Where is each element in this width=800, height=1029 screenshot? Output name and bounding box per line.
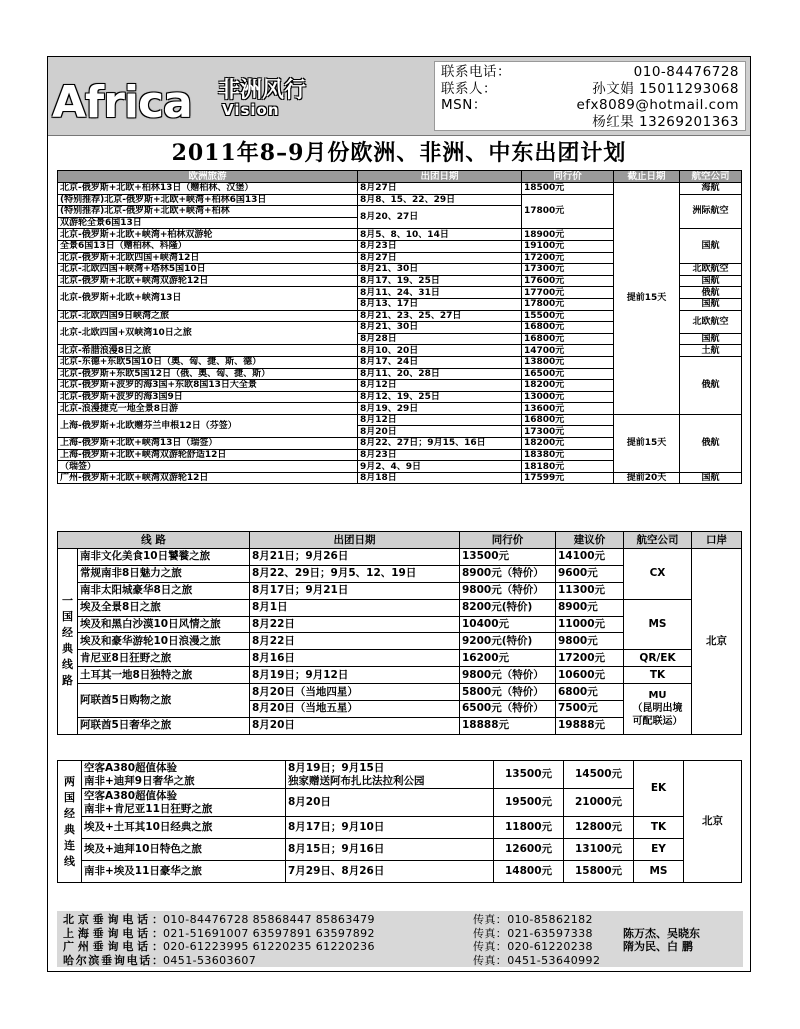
africa-table (57, 531, 742, 735)
table-row: 8月13、17日 17800元 国航 (58, 298, 742, 310)
mu-airline-cell: MU （昆明出境 可配联运） (624, 684, 692, 735)
table-row: 北京-希腊浪漫8日之旅 8月10、20日 14700元 土航 (58, 345, 742, 357)
table-row: 土耳其一地8日独特之旅 8月19日；9月12日 9800元（特价） 10600元 TK (58, 667, 742, 684)
table-row: 北京-俄罗斯+北欧+峡湾+柏林双游轮 8月5、8、10、14日 18900元 国航 (58, 229, 742, 241)
deadline-cell: 提前15天 (614, 183, 680, 415)
combo-table (57, 760, 742, 883)
footer-row: 上海垂询电话： 021-51691007 63597891 63597892 传真：021-63597338 陈万杰、吴晓东 (63, 926, 700, 940)
page-title: 2011年8–9月份欧洲、非洲、中东出团计划 (171, 140, 627, 166)
table-row: 空客A380超值体验 南非+肯尼亚11日狂野之旅 8月20日 19500元 21000元 (58, 789, 742, 817)
deadline-cell: 提前15天 (614, 414, 680, 472)
port-cell: 北京 (692, 549, 742, 735)
table-row: 阿联酋5日奢华之旅 8月20日 18888元 19888元 (58, 717, 742, 734)
table-row: 南非太阳城豪华8日之旅 8月17日；9月21日 9800元（特价） 11300元 (58, 582, 742, 599)
table-row: 北京-俄罗斯+北欧+柏林13日（赠柏林、汉堡） 8月27日 18500元 提前15天 海航 (58, 183, 742, 195)
table-row: 北京-俄罗斯+北欧四国+峡湾12日 8月27日 17200元 (58, 252, 742, 264)
deadline-cell: 提前20天 (614, 472, 680, 484)
table-row: (特别推荐)北京-俄罗斯+北欧+峡湾+柏林 8月20、27日 (58, 206, 742, 218)
table-row: 8月20日 17300元 (58, 426, 742, 438)
group-label: 一 国 经 典 线 路 (58, 549, 78, 735)
table-row: 8月28日 16800元 国航 (58, 333, 742, 345)
table-row: 北京-浪漫捷克一地全景8日游 8月19、29日 13600元 (58, 403, 742, 415)
table-row: 北京-北欧四国9日峡湾之旅 8月21、23、25、27日 15500元 北欧航空 (58, 310, 742, 322)
contact-box (434, 61, 746, 131)
footer-row: 哈尔滨垂询电话： 0451-53603607 传真：0451-53640992 (63, 953, 601, 967)
table-row: 一 国 经 典 线 路 南非文化美食10日饕餮之旅 8月21日；9月26日 13500元 14100元 CX 北京 (58, 549, 742, 566)
table-row: 两 国 经 典 连 线 空客A380超值体验 南非+迪拜9日奢华之旅 8月19日；9月15日 独家赠送阿布扎比法拉利公园 13500元 14500元 EK 北京 (58, 761, 742, 789)
footer-row: 北京垂询电话： 010-84476728 85868447 85863479 传真：010-85862182 (63, 913, 593, 926)
footer-contacts (57, 911, 743, 967)
table-row: 上海-俄罗斯+北欧+峡湾双游轮舒适12日 8月23日 18380元 (58, 449, 742, 461)
table-row: 肯尼亚8日狂野之旅 8月16日 16200元 17200元 QR/EK (58, 650, 742, 667)
table-row: (特别推荐)北京-俄罗斯+北欧+峡湾+柏林6国13日 8月8、15、22、29日 17800元 洲际航空 (58, 194, 742, 206)
table-row: 北京-北欧四国+峡湾+塔林5国10日 8月21、30日 17300元 北欧航空 (58, 264, 742, 276)
table-row: 广州-俄罗斯+北欧+峡湾双游轮12日 8月18日 17599元 提前20天 国航 (58, 472, 742, 484)
table-row: 埃及和豪华游轮10日浪漫之旅 8月22日 9200元(特价) 9800元 (58, 633, 742, 650)
table-row: 北京-俄罗斯+波罗的海3国+东欧8国13日大全景 8月12日 18200元 (58, 380, 742, 392)
table-row: 北京-北欧四国+双峡湾10日之旅 8月21、30日 16800元 (58, 322, 742, 334)
table-row: 北京-俄罗斯+东欧5国12日（俄、奥、匈、捷、斯） 8月11、20、28日 16500元 (58, 368, 742, 380)
table-row: 阿联酋5日购物之旅 8月20日（当地四星） 5800元（特价） 6800元 MU （昆明出境 可配联运） (58, 684, 742, 701)
table-header: 欧洲旅游 出团日期 同行价 截止日期 航空公司 (58, 171, 742, 183)
logo-text: Africa (52, 77, 192, 128)
header-banner (48, 57, 750, 136)
footer-row: 广州垂询电话： 020-61223995 61220235 61220236 传真：020-61220238 隋为民、白 鹏 (63, 940, 693, 953)
table-row: 北京-俄罗斯+波罗的海3国9日 8月12、19、25日 13000元 (58, 391, 742, 403)
table-row: 北京-俄罗斯+北欧+峡湾双游轮12日 8月17、19、25日 17600元 国航 (58, 275, 742, 287)
port-cell: 北京 (684, 761, 742, 883)
table-row: 埃及+迪拜10日特色之旅 8月15日；9月16日 12600元 13100元 EY (58, 839, 742, 861)
table-row: 北京-俄罗斯+北欧+峡湾13日 8月11、24、31日 17700元 俄航 (58, 287, 742, 299)
table-row: 南非+埃及11日豪华之旅 7月29日、8月26日 14800元 15800元 MS (58, 861, 742, 883)
table-row: 埃及全景8日之旅 8月1日 8200元(特价) 8900元 MS (58, 599, 742, 616)
table-row: （瑞签） 9月2、4、9日 18180元 (58, 461, 742, 473)
contact-row: 联系人： 孙文娟 15011293068 (441, 80, 739, 97)
table-row: 常规南非8日魅力之旅 8月22、29日；9月5、12、19日 8900元（特价） 9600元 (58, 565, 742, 582)
group-label: 两 国 经 典 连 线 (58, 761, 82, 883)
contact-row: 杨红果 13269201363 (592, 113, 739, 130)
table-row: 上海-俄罗斯+北欧+峡湾13日（瑞签） 8月22、27日；9月15、16日 18200元 (58, 438, 742, 450)
table-row: 双游轮全景6国13日 (58, 217, 742, 229)
table-row: 埃及+土耳其10日经典之旅 8月17日；9月10日 11800元 12800元 TK (58, 817, 742, 839)
table-row: 上海-俄罗斯+北欧赠芬兰申根12日（芬签） 8月12日 16800元 提前15天 俄航 (58, 414, 742, 426)
table-header: 线 路 出团日期 同行价 建议价 航空公司 口岸 (58, 532, 742, 549)
contact-row: MSN： efx8089@hotmail.com (441, 97, 739, 113)
logo-subtitle: Vision (222, 101, 280, 119)
logo-chinese: 非洲风行 (218, 77, 307, 103)
flyer-page (47, 56, 751, 972)
table-row: 北京-东德+东欧5国10日（奥、匈、捷、斯、德） 8月17、24日 13800元 俄航 (58, 356, 742, 368)
table-row: 埃及和黑白沙漠10日风情之旅 8月22日 10400元 11000元 (58, 616, 742, 633)
contact-row: 联系电话： 010-84476728 (441, 64, 739, 80)
table-row: 8月20日（当地五星） 6500元（特价） 7500元 (58, 701, 742, 718)
table-row: 全景6国13日（赠柏林、科隆） 8月23日 19100元 (58, 240, 742, 252)
europe-table (57, 170, 742, 484)
